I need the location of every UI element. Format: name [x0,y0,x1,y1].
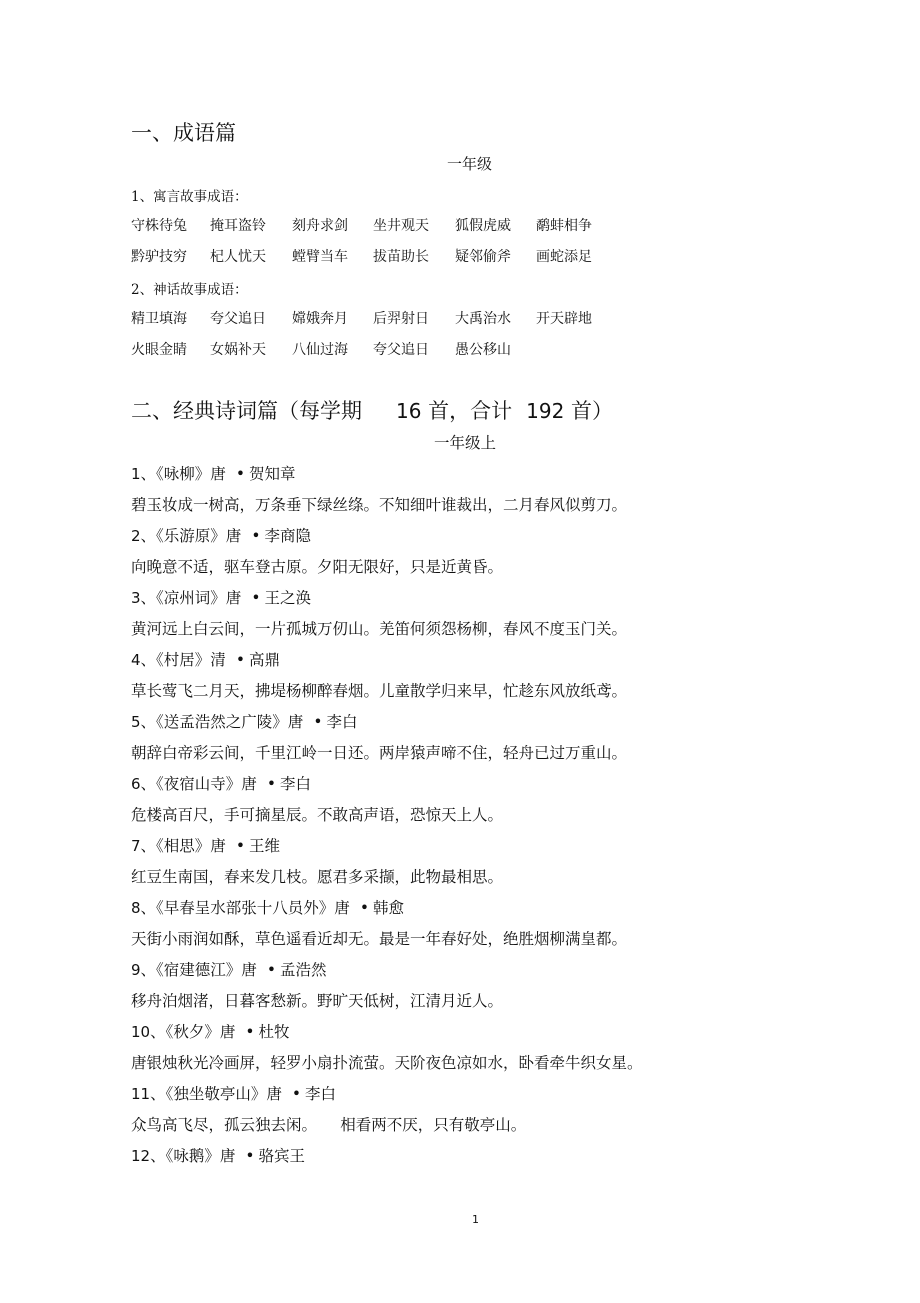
poem-text: 天街小雨润如酥，草色遥看近却无。最是一年春好处，绝胜烟柳满皇都。 [131,930,628,948]
poem-title [131,710,357,732]
poem-text: 黄河远上白云间，一片孤城万仞山。羌笛何须怨杨柳，春风不度玉门关。 [131,620,628,638]
poem-name: 、《早春呈水部张十八员外》唐 [140,899,350,917]
section1-heading: 一、成语篇 [131,121,236,145]
separator-dot: • [251,589,261,607]
separator-dot: • [235,651,245,669]
section2-heading-part: 二、经典诗词篇（每学期 [131,399,362,423]
section1-grade-heading: 一年级 [447,155,493,173]
separator-dot: • [266,775,276,793]
poem-title [131,958,326,980]
category-fable-label: 1、寓言故事成语： [131,189,248,205]
idiom-item: 画蛇添足 [536,249,592,265]
poem-text: 向晚意不适，驱车登古原。夕阳无限好，只是近黄昏。 [131,558,504,576]
idiom-item: 坐井观天 [373,218,429,234]
poem-name: 、《村居》清 [140,651,226,669]
poem-text: 碧玉妆成一树高，万条垂下绿丝绦。不知细叶谁裁出，二月春风似剪刀。 [131,496,628,514]
poem-title [131,896,404,918]
separator-dot: • [291,1085,302,1103]
poem-text: 众鸟高飞尽，孤云独去闲。 相看两不厌，只有敬亭山。 [131,1116,527,1134]
idiom-item: 愚公移山 [455,342,511,358]
section2-grade-heading: 一年级上 [434,434,497,452]
section2-heading [131,395,613,425]
idiom-item: 后羿射日 [373,311,429,327]
poem-name: 、《秋夕》唐 [150,1023,236,1041]
idiom-item: 精卫填海 [131,311,187,327]
poem-number: 2 [131,527,141,545]
idiom-item: 杞人忧天 [210,249,266,265]
poem-number: 10 [131,1023,151,1041]
poem-name: 、《乐游原》唐 [140,527,242,545]
poem-title [131,648,280,670]
poem-number: 5 [131,713,141,731]
idiom-item: 夸父追日 [210,311,266,327]
poem-author: 骆宾王 [258,1147,306,1165]
poem-title [131,834,280,856]
idiom-item: 鹬蚌相争 [536,218,592,234]
poem-number: 1 [131,465,141,483]
idiom-item: 八仙过海 [292,342,348,358]
idiom-item: 疑邻偷斧 [455,249,511,265]
poem-number: 6 [131,775,141,793]
poem-text: 草长莺飞二月天，拂堤杨柳醉春烟。儿童散学归来早，忙趁东风放纸鸢。 [131,682,628,700]
poem-name: 、《独坐敬亭山》唐 [150,1085,282,1103]
poem-title [131,772,311,794]
poem-text: 危楼高百尺，手可摘星辰。不敢高声语，恐惊天上人。 [131,806,504,824]
separator-dot: • [235,465,245,483]
poem-title [131,1020,290,1042]
separator-dot: • [266,961,276,979]
poem-name: 、《送孟浩然之广陵》唐 [140,713,304,731]
poem-number: 12 [131,1147,151,1165]
idiom-item: 开天辟地 [536,311,592,327]
poem-text: 红豆生南国，春来发几枝。愿君多采撷，此物最相思。 [131,868,504,886]
idiom-item: 刻舟求剑 [292,218,348,234]
separator-dot: • [245,1023,255,1041]
poem-author: 孟浩然 [279,961,327,979]
poem-number: 11 [131,1085,151,1103]
poem-name: 、《相思》唐 [140,837,226,855]
idiom-item: 狐假虎威 [455,218,511,234]
category-myth-label: 2、神话故事成语： [131,282,248,298]
page-number: 1 [472,1213,479,1226]
poem-number: 7 [131,837,141,855]
poem-number: 3 [131,589,141,607]
poem-author: 韩愈 [372,899,404,917]
poem-author: 杜牧 [258,1023,290,1041]
section2-heading-part: 首，合计 [428,399,513,423]
poem-text: 唐银烛秋光冷画屏，轻罗小扇扑流萤。天阶夜色凉如水，卧看牵牛织女星。 [131,1054,643,1072]
poem-number: 9 [131,961,141,979]
idiom-item: 嫦娥奔月 [292,311,348,327]
idiom-item: 夸父追日 [373,342,429,358]
separator-dot: • [359,899,369,917]
idiom-item: 拔苗助长 [373,249,429,265]
idiom-item: 火眼金睛 [131,342,187,358]
section2-heading-part: 首） [571,399,614,423]
idiom-item: 守株待兔 [131,218,187,234]
poem-author: 王之涣 [264,589,311,607]
poem-title [131,524,311,546]
separator-dot: • [313,713,323,731]
separator-dot: • [251,527,261,545]
idiom-item: 大禹治水 [455,311,511,327]
idiom-item: 女娲补天 [210,342,266,358]
poem-title [131,586,311,608]
separator-dot: • [245,1147,255,1165]
poem-text: 移舟泊烟渚，日暮客愁新。野旷天低树，江清月近人。 [131,992,504,1010]
poem-author: 贺知章 [248,465,296,483]
idiom-item: 掩耳盗铃 [210,218,266,234]
poems-per-term-count: 16 [396,399,422,423]
poem-author: 李白 [326,713,358,731]
idiom-item: 螳臂当车 [292,249,348,265]
poems-total-count: 192 [526,399,565,423]
poem-name: 、《凉州词》唐 [140,589,242,607]
poem-number: 8 [131,899,141,917]
poem-number: 4 [131,651,141,669]
poem-title [131,462,295,484]
poem-author: 李商隐 [264,527,311,545]
separator-dot: • [235,837,245,855]
poem-title [131,1082,336,1104]
idiom-item: 黔驴技穷 [131,249,187,265]
poem-author: 李白 [305,1085,337,1103]
poem-name: 、《咏鹅》唐 [150,1147,236,1165]
poem-name: 、《咏柳》唐 [140,465,226,483]
poem-author: 高鼎 [248,651,280,669]
poem-text: 朝辞白帝彩云间，千里江岭一日还。两岸猿声啼不住，轻舟已过万重山。 [131,744,628,762]
poem-name: 、《夜宿山寺》唐 [140,775,257,793]
poem-author: 王维 [248,837,280,855]
poem-author: 李白 [279,775,311,793]
poem-title [131,1144,305,1166]
poem-name: 、《宿建德江》唐 [140,961,257,979]
